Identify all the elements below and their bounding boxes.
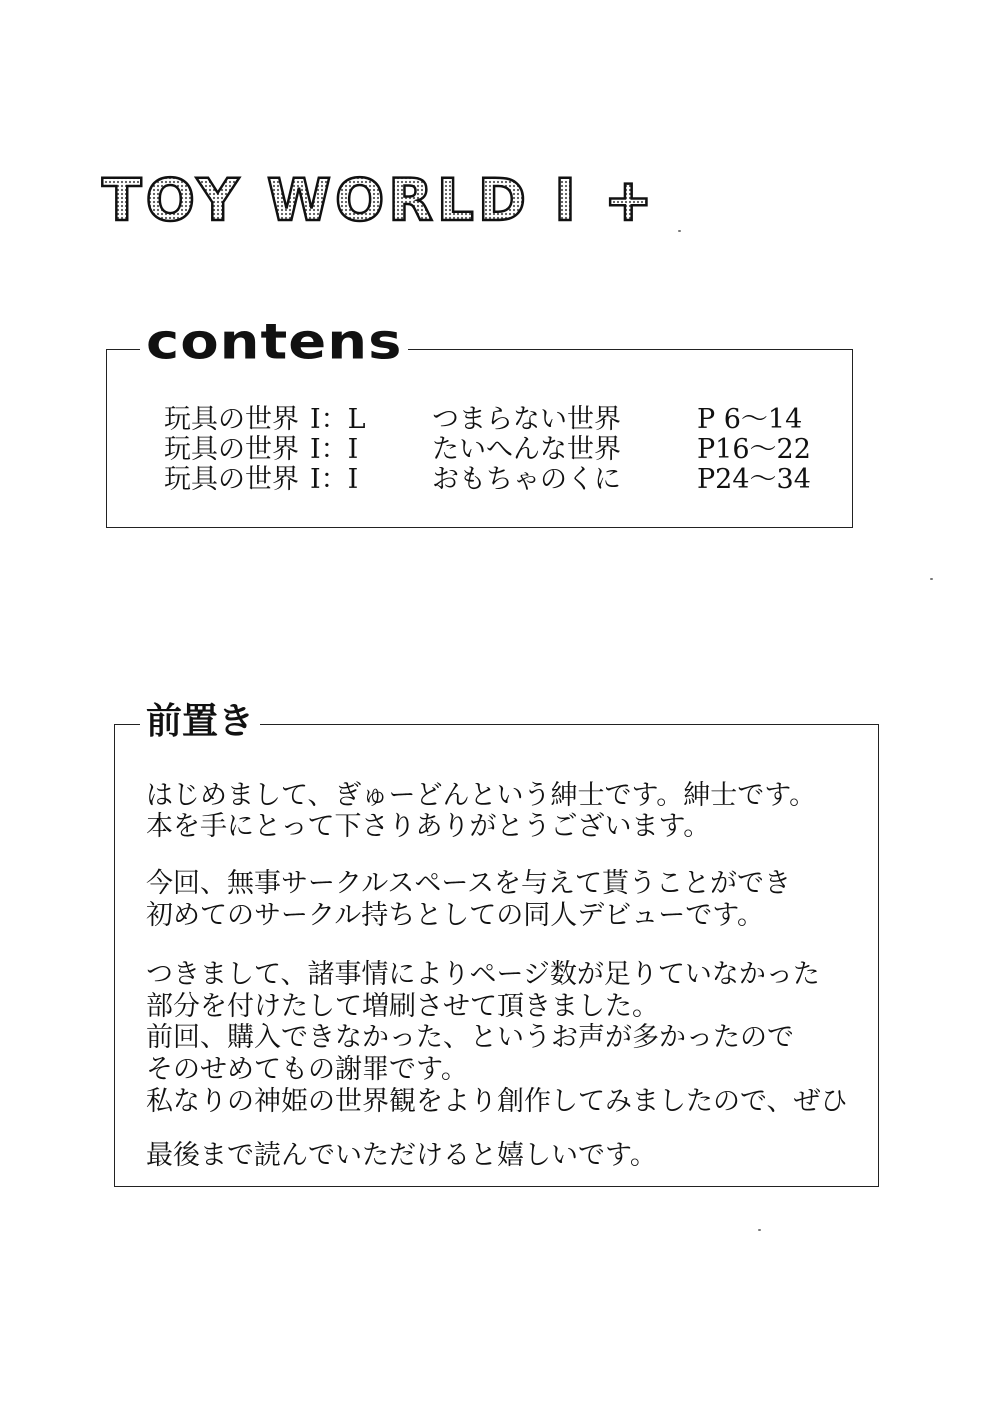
toc-row bbox=[0, 404, 1000, 436]
toc-title: 玩具の世界 bbox=[164, 434, 299, 465]
toc-code: I：I bbox=[310, 464, 359, 495]
toc-pages: P24～34 bbox=[697, 464, 811, 495]
toc-code: I：L bbox=[310, 404, 366, 435]
toc-title: 玩具の世界 bbox=[164, 404, 299, 435]
toc-subtitle: おもちゃのくに bbox=[432, 464, 621, 495]
toc-code: I：I bbox=[310, 434, 359, 465]
intro-heading: 前置き bbox=[140, 704, 260, 740]
toc-row bbox=[0, 464, 1000, 496]
title-text: TOY WORLD I + bbox=[102, 166, 657, 234]
intro-paragraph-line: 最後まで読んでいただけると嬉しいです。 bbox=[146, 1140, 657, 1171]
toc-row bbox=[0, 434, 1000, 466]
intro-paragraph-line: そのせめてもの謝罪です。 bbox=[146, 1054, 468, 1085]
intro-paragraph-line: つきまして、諸事情によりページ数が足りていなかった bbox=[146, 959, 820, 990]
scan-speck bbox=[678, 230, 681, 232]
intro-paragraph-line: 初めてのサークル持ちとしての同人デビューです。 bbox=[146, 900, 765, 931]
toc-title: 玩具の世界 bbox=[164, 464, 299, 495]
page-title bbox=[100, 160, 657, 240]
title-logo bbox=[100, 160, 657, 240]
toc-pages: P 6～14 bbox=[697, 404, 803, 435]
toc-subtitle: たいへんな世界 bbox=[432, 434, 621, 465]
contents-heading: contens bbox=[140, 318, 408, 367]
intro-paragraph-line: 前回、購入できなかった、というお声が多かったので bbox=[146, 1022, 794, 1053]
scan-speck bbox=[930, 578, 933, 580]
intro-paragraph-line: 今回、無事サークルスペースを与えて貰うことができ bbox=[146, 868, 792, 899]
toc-subtitle: つまらない世界 bbox=[432, 404, 621, 435]
intro-paragraph-line: 部分を付けたして増刷させて頂きました。 bbox=[146, 991, 659, 1022]
intro-paragraph-line: はじめまして、ぎゅーどんという紳士です。紳士です。 bbox=[146, 780, 817, 811]
scan-speck bbox=[758, 1229, 761, 1231]
intro-paragraph-line: 本を手にとって下さりありがとうございます。 bbox=[146, 811, 711, 842]
intro-paragraph-line: 私なりの神姫の世界観をより創作してみましたので、ぜひ bbox=[146, 1086, 848, 1117]
toc-pages: P16～22 bbox=[697, 434, 811, 465]
